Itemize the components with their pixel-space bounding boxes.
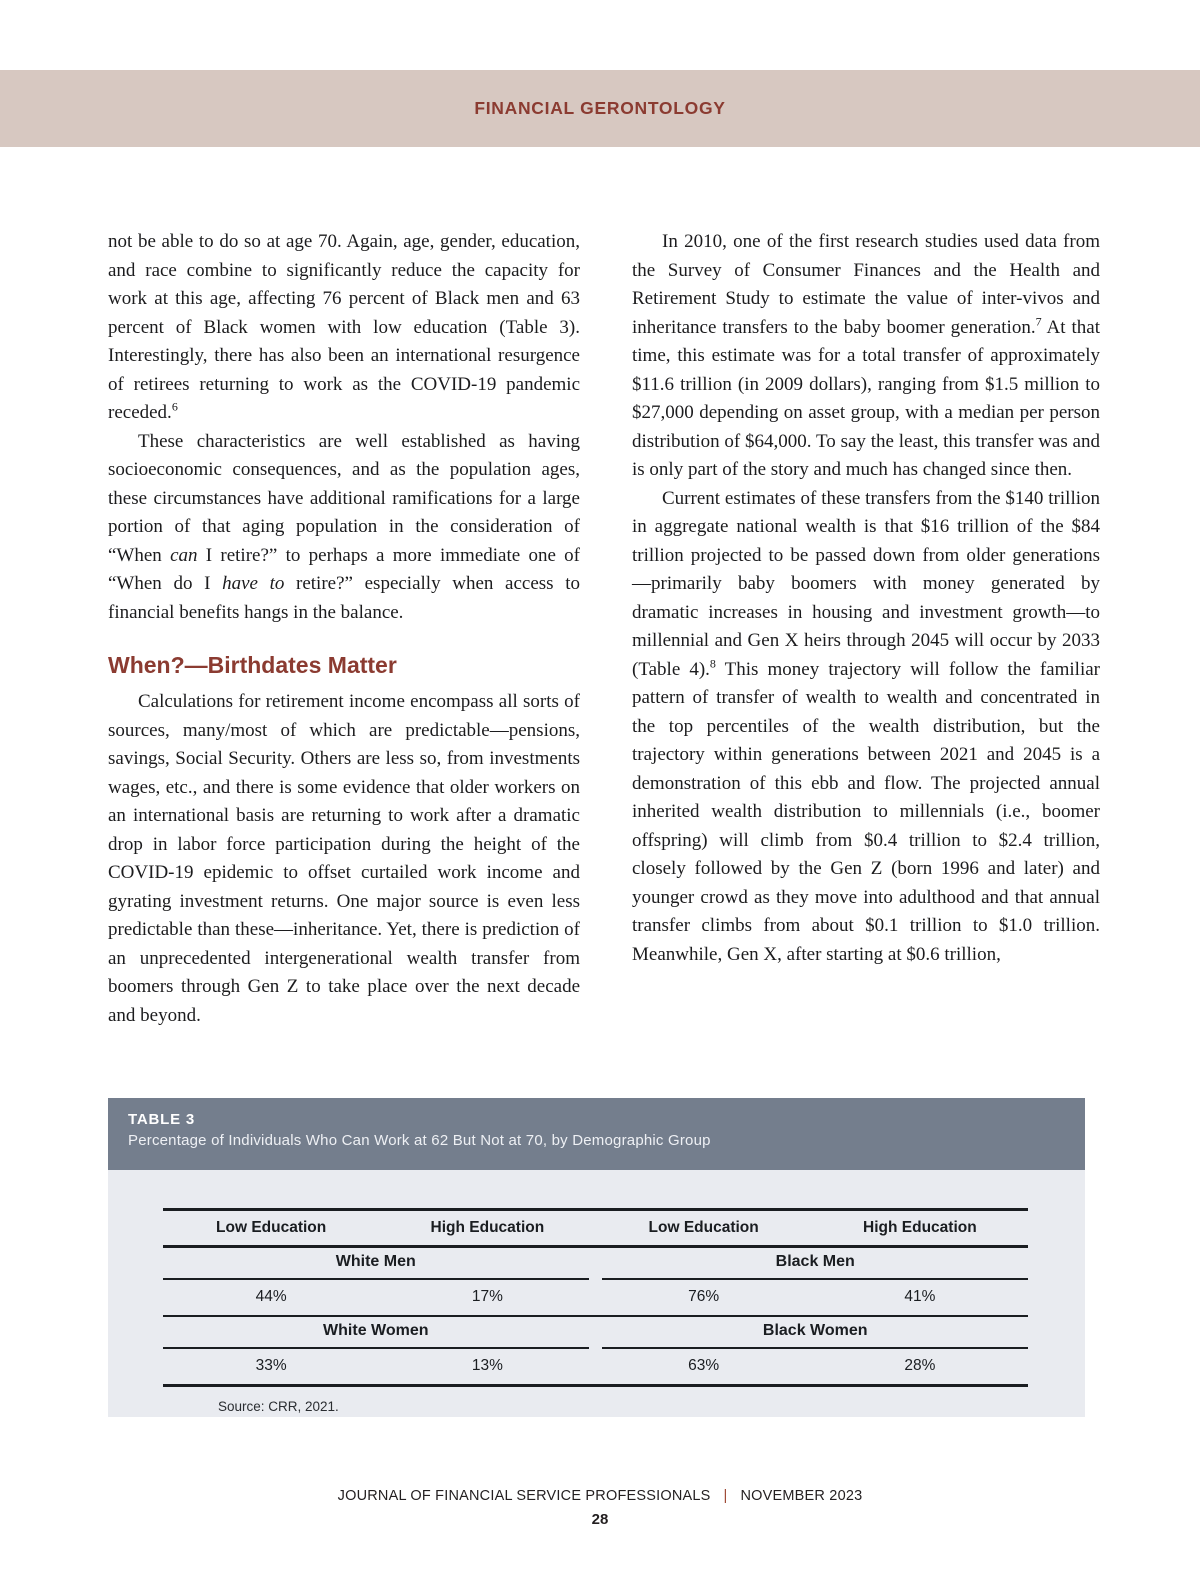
- column-header: Low Education: [216, 1219, 327, 1236]
- paragraph-text: In 2010, one of the first research studies used data from the Survey of Consumer Finances and the Health and Retirement Study to estimate the value of inter-vivos and inheritance transfers to the baby boomer generation.: [632, 231, 1100, 338]
- table-body-panel: [108, 1170, 1085, 1417]
- paragraph-text: At that time, this estimate was for a total transfer of approximately $11.6 trillion (in 2009 dollars), ranging from $1.5 million to $27,000 depending on asset group, with a median per person distribution of $64,000. To say the least, this transfer was and is only part of the story and much has changed since then.: [632, 316, 1100, 480]
- table-row: [163, 1280, 1028, 1315]
- data-table: [163, 1208, 1028, 1387]
- paragraph: [632, 228, 1100, 485]
- footnote-marker: 8: [709, 656, 716, 671]
- group-header-row: [163, 1248, 1028, 1280]
- footnote-marker: 7: [1035, 314, 1042, 329]
- page-number: 28: [591, 1511, 609, 1528]
- column-header: High Education: [430, 1219, 545, 1236]
- paragraph: Calculations for retirement income encompass all sorts of sources, many/most of which are predictable—pensions, savings, Social Security. Others are less so, from investments wages, etc., and there is some evidence that older workers on an international basis are returning to work after a dramatic drop in labor force participation during the height of the COVID-19 epidemic to offset curtailed work income and gyrating investment returns. One major source is even less predictable than these—inheritance. Yet, there is prediction of an unprecedented intergenerational wealth transfer from boomers through Gen Z to take place over the next decade and beyond.: [108, 691, 580, 1026]
- table-label: TABLE 3: [128, 1111, 195, 1128]
- table-cell: 33%: [255, 1357, 287, 1374]
- footer-separator: |: [723, 1488, 728, 1504]
- group-header: Black Women: [602, 1322, 1028, 1349]
- paragraph-text: These characteristics are well established as having socioeconomic consequences, and as the population ages, these circumstances have additional ramifications for a large portion of that aging population in the consideration of “When: [108, 430, 580, 566]
- column-header: High Education: [863, 1219, 977, 1236]
- table-cell: 44%: [255, 1288, 287, 1305]
- table-row-group: [163, 1248, 1028, 1317]
- table-cell: 17%: [471, 1288, 503, 1305]
- table-cell: 13%: [471, 1357, 503, 1374]
- journal-name: JOURNAL OF FINANCIAL SERVICE PROFESSIONALS: [337, 1488, 711, 1504]
- table-row: [163, 1349, 1028, 1384]
- page-header-band: [0, 70, 1200, 147]
- paragraph: [108, 228, 580, 428]
- paragraph-text: not be able to do so at age 70. Again, age, gender, education, and race combine to significantly reduce the capacity for work at this age, affecting 76 percent of Black men and 63 percent of Black women with low education (Table 3). Interestingly, there has also been an international resurgence of retirees returning to work as the COVID-19 pandemic receded.: [108, 231, 580, 423]
- table-row-group: [163, 1317, 1028, 1387]
- group-header: Black Men: [602, 1253, 1028, 1280]
- right-column: [632, 228, 1100, 969]
- paragraph: [632, 485, 1100, 970]
- table-title: Percentage of Individuals Who Can Work at 62 But Not at 70, by Demographic Group: [128, 1132, 711, 1149]
- table-3: [108, 1098, 1085, 1417]
- table-header-band: [108, 1098, 1085, 1170]
- table-column-headers: [163, 1208, 1028, 1248]
- table-cell: 28%: [904, 1357, 936, 1374]
- paragraph-text: Current estimates of these transfers from the $140 trillion in aggregate national wealth is that $16 trillion of the $84 trillion projected to be passed down from older generations—primarily baby boomers with money generated by dramatic increases in housing and investment growth—to millennial and Gen X heirs through 2045 will occur by 2033 (Table 4).: [632, 487, 1100, 680]
- table-cell: 63%: [688, 1357, 720, 1374]
- paragraph-text: retire?” especially when access to financial benefits hangs in the balance.: [108, 573, 580, 623]
- group-header-row: [163, 1317, 1028, 1349]
- group-header: White Men: [163, 1253, 589, 1280]
- paragraph-text: This money trajectory will follow the familiar pattern of transfer of wealth to wealth and concentrated in the top percentiles of the wealth distribution, but the trajectory within generations between 2021 and 2045 is a demonstration of this ebb and flow. The projected annual inherited wealth distribution to millennials (i.e., boomer offspring) will climb from $0.4 trillion to $2.4 trillion, closely followed by the Gen Z (born 1996 and later) and younger crowd as they move into adulthood and that annual transfer climbs from about $0.1 trillion to $1.0 trillion. Meanwhile, Gen X, after starting at $0.6 trillion,: [632, 658, 1100, 965]
- italic-phrase: have to: [222, 573, 285, 594]
- issue-date: NOVEMBER 2023: [740, 1488, 863, 1504]
- table-source-note: Source: CRR, 2021.: [218, 1399, 339, 1414]
- table-cell: 41%: [904, 1288, 936, 1305]
- table-cell: 76%: [688, 1288, 720, 1305]
- group-header: White Women: [163, 1322, 589, 1349]
- paragraph: [108, 428, 580, 628]
- page-footer: [0, 1488, 1200, 1504]
- footnote-marker: 6: [171, 399, 178, 414]
- section-heading: When?—Birthdates Matter: [108, 652, 397, 678]
- column-header: Low Education: [648, 1219, 759, 1236]
- left-column: [108, 228, 580, 1030]
- paragraph-text: I retire?” to perhaps a more immediate one of “When do I: [108, 544, 580, 594]
- running-head: FINANCIAL GERONTOLOGY: [474, 98, 726, 118]
- italic-phrase: can: [170, 544, 198, 566]
